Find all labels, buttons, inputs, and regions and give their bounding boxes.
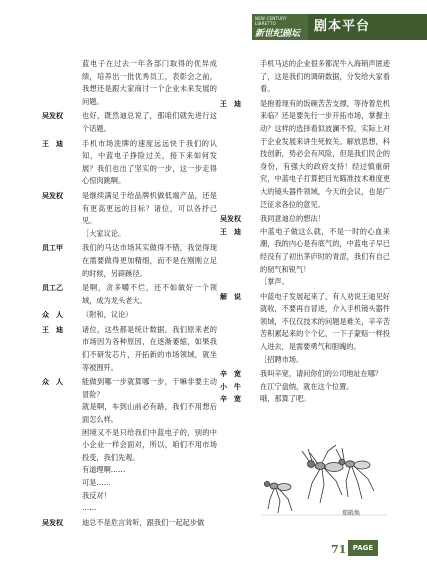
line-text: 在江宁盘纳，就在这个位置。 — [260, 381, 354, 391]
script-line — [42, 517, 217, 530]
continuation-line: 有道理啊…… — [82, 465, 126, 475]
logo-english-text: NEW CENTURY LIBRETTO — [255, 16, 287, 26]
script-line — [220, 393, 390, 406]
line-text: 我叫辛宽，请问你们的公司地址在哪？ — [260, 369, 383, 379]
right-column — [220, 58, 390, 406]
speaker-name: 解 说 — [220, 292, 241, 301]
speaker-name: 吴发权 — [42, 112, 63, 121]
line-text: （附和，议论） — [82, 310, 133, 320]
script-line — [220, 98, 390, 211]
script-line — [42, 376, 217, 401]
line-text: 我同意迪总的想法！ — [260, 214, 325, 224]
script-line — [42, 309, 217, 322]
line-text: 中蓝电子做这么就，不是一时的心血来潮，我的内心是有底气的，中蓝电子早已经没有了初出茅庐时的青涩，我们有自己的韧气和锐气！ — [260, 226, 390, 274]
logo-chinese-text: 新世纪剧坛 — [255, 29, 301, 39]
line-text: 中蓝电子发展起来了，有人劝说王迪见好就收，不要再自冒进，介入手机镜头器件领域，不仅仅技术的问题是难关，辛辛苦苦积累起来的个个亿，一下子蒙赔一样投入进去，是需要勇气和胆魄的。 — [260, 291, 390, 352]
line-text: 诸位，这些都是统计数据，我们原来老的市场因为各种原因，在逐渐萎缩，如果我们不研发芯片，开拓新的市场领域，就坐等被围歼。 — [82, 324, 217, 372]
speaker-name: 众 人 — [42, 378, 63, 387]
ant-figure — [264, 481, 292, 513]
ants-illustration — [262, 433, 387, 521]
speaker-name: 王 迪 — [220, 99, 241, 108]
line-text: 也好，既然迪总说了，那咱们就先进行这个话题。 — [82, 111, 217, 133]
speaker-name: 小 牛 — [220, 382, 241, 391]
page-tag: PAGE — [348, 540, 378, 556]
script-line — [220, 213, 390, 226]
speaker-name: 辛 宽 — [220, 370, 241, 379]
continuation-line: 可是…… — [82, 478, 111, 487]
line-text: 迪总不是危言耸听，跟我们一起起步做 — [82, 517, 205, 527]
stage-direction — [220, 354, 390, 367]
narration-line — [220, 291, 390, 354]
line-text: 是抱着现有的饭碗苦苦支撑，等待着危机来临？还是要先行一步开拓市场，掌握主动？这样的选择看似波澜不惊，实际上对于企业发展来讲生死攸关。解放思想，科技创新，势必会有风险，但是我们民企的身份，有强大的政府支持！经过慎重研究，中蓝电子打算把目光瞄准技术难度更大的镜头器件领域，今天的会议，也是广泛征求各位的意见。 — [260, 98, 390, 209]
line-text: ［招聘市场。 — [260, 354, 304, 364]
continuation-line: 我反对！ — [82, 490, 111, 500]
speaker-name: 吴发权 — [220, 215, 241, 224]
speaker-name: 王 迪 — [42, 325, 63, 334]
line-text: 我们的马达市场其实做得不错，我觉得现在需要做得更加精细，而不是在刚刚立足的时候，另辟蹊径。 — [82, 243, 217, 278]
ant-figure — [302, 445, 343, 503]
ant-figure — [336, 448, 374, 499]
script-line — [220, 226, 390, 276]
script-line — [42, 324, 217, 374]
speaker-name: 员工乙 — [42, 284, 63, 293]
speaker-name: 众 人 — [42, 311, 63, 320]
stage-direction — [42, 228, 217, 241]
continuation-line: …… — [82, 503, 97, 513]
page-number: 71 — [331, 543, 347, 556]
script-line — [220, 381, 390, 394]
line-text: 能做到哪一步就算哪一步，干嘛非要主动冒险？ — [82, 377, 217, 399]
script-line — [220, 368, 390, 381]
speaker-name: 王 迪 — [220, 227, 241, 236]
stage-direction — [220, 276, 390, 289]
script-line — [220, 58, 390, 96]
line-text: ［大家议论。 — [82, 228, 126, 238]
script-line — [42, 282, 217, 307]
illustration-caption: 郑殿焕 — [342, 510, 361, 517]
line-text: ［掌声。 — [260, 277, 289, 287]
script-line — [42, 242, 217, 280]
speaker-name: 吴发权 — [42, 191, 63, 200]
magazine-logo — [252, 14, 308, 40]
line-text: 是啊，贪多嚼不烂，还不如做好一个领域，成为龙头老大。 — [82, 283, 217, 305]
script-line — [42, 58, 217, 108]
line-text: 手机马达的企业很多都泥牛入海销声匿迹了，这是我们的调研数据，分发给大家看看。 — [260, 59, 390, 94]
line-text: 手机市场洗牌的速度远远快于我们的认知，中蓝电子挣险过关，接下来如何发展？我们也出了坚实的一步，这一步走得心惊肉跳啊。 — [82, 138, 217, 186]
continuation-line: 困境又不是只给我们中蓝电子的，别的中小企业一样会面对，所以，咱们不用市场投变，我们先观。 — [82, 427, 217, 462]
script-line — [42, 110, 217, 135]
section-title: 剧本平台 — [308, 14, 427, 40]
left-column — [42, 58, 217, 529]
script-line — [42, 138, 217, 188]
line-text: 蓝电子在过去一年各部门取得的优异成绩，培养出一批优秀员工，表彰会之前，我想还是跟大家商讨一个企业未来发展的问题。 — [82, 59, 217, 106]
script-line — [42, 190, 217, 228]
continuation-line: 就是啊，车到山前必有路，我们不用想后面怎么样。 — [82, 402, 217, 425]
line-text: 是继续满足于给品牌机做低端产品，还是有更高更远的目标？诸位，可以各抒己见。 — [82, 190, 217, 226]
speaker-name: 吴发权 — [42, 518, 63, 527]
line-text: 哦，那算了吧。 — [260, 394, 311, 404]
speaker-name: 员工甲 — [42, 244, 63, 253]
speaker-name: 王 迪 — [42, 139, 63, 148]
speaker-name: 辛 宽 — [220, 395, 241, 404]
